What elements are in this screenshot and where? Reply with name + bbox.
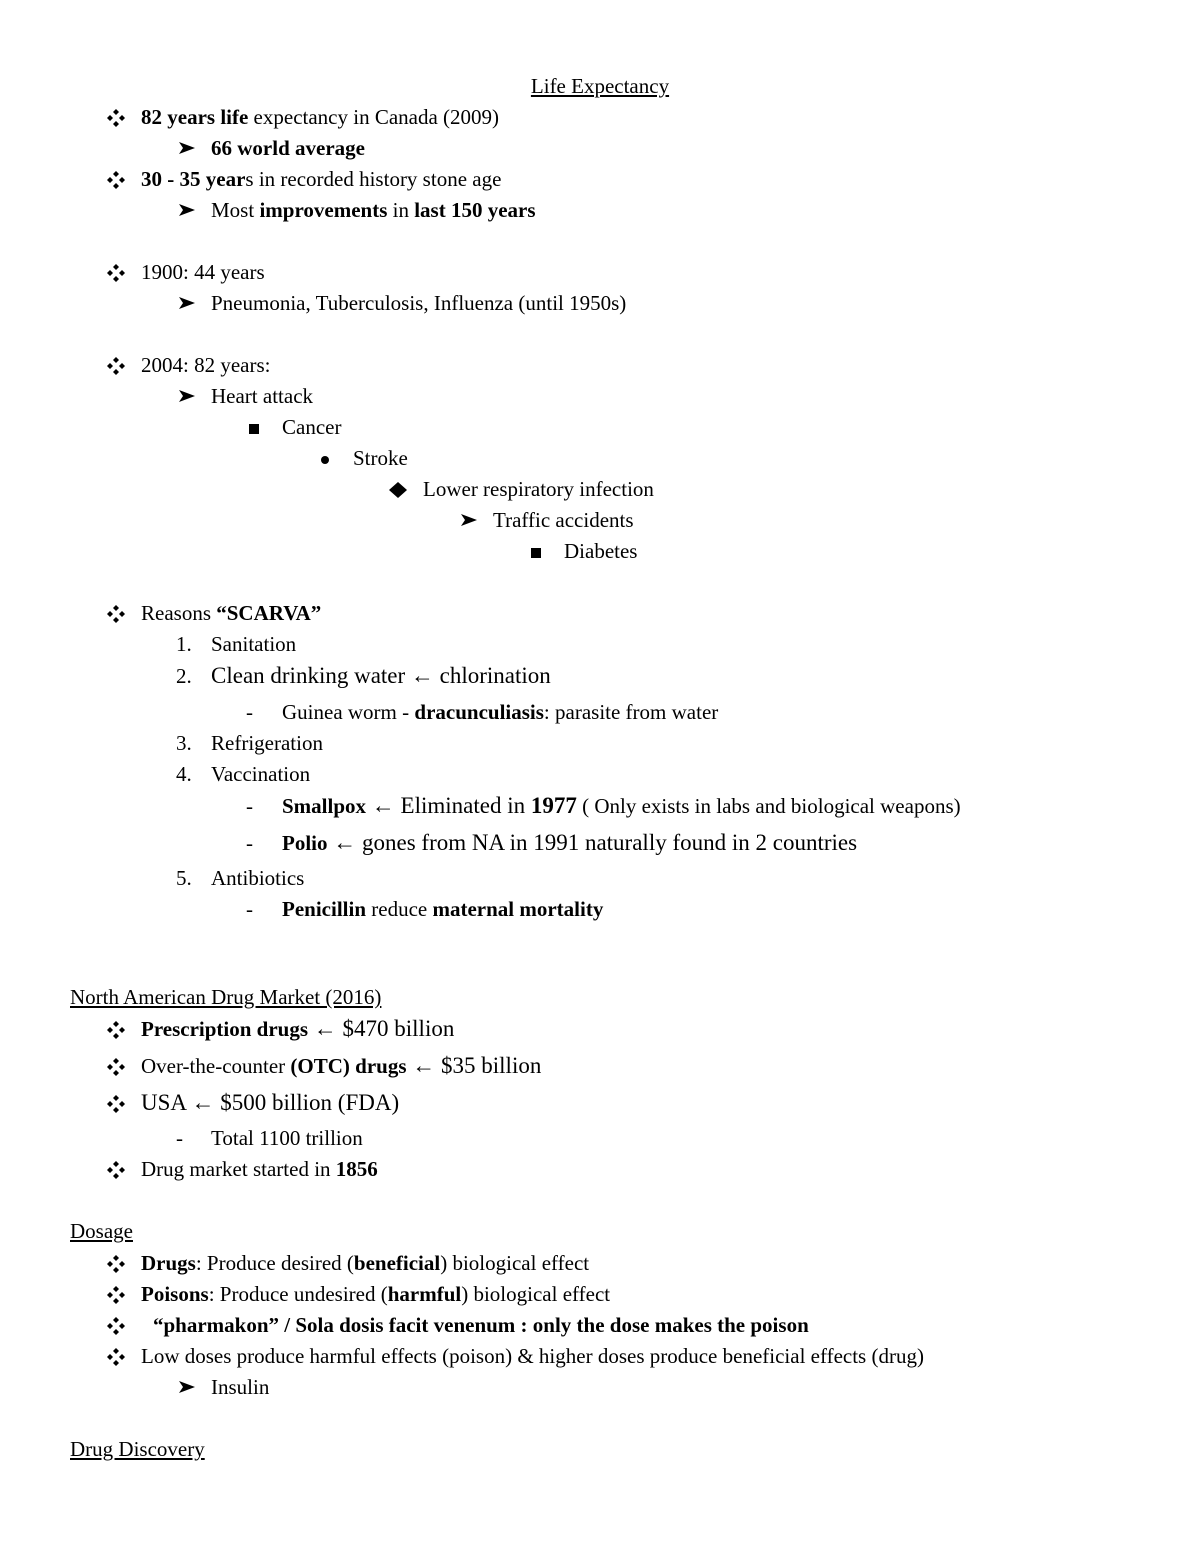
diamond-bullet-icon (106, 1057, 126, 1077)
text: s in recorded history stone age (245, 167, 502, 191)
text: Low doses produce harmful effects (poison) & higher doses produce beneficial effects (drug) (141, 1344, 924, 1368)
section-heading: Dosage (70, 1219, 133, 1243)
dash-marker: - (246, 831, 253, 855)
arrowhead-bullet-icon (178, 296, 196, 310)
text-bold: last 150 years (414, 198, 536, 222)
dash-marker: - (246, 700, 253, 724)
list-number: 4. (176, 762, 192, 786)
text: Cancer (282, 415, 342, 439)
text: Lower respiratory infection (423, 477, 654, 501)
text: : Produce undesired ( (208, 1282, 388, 1306)
text-bold: “pharmakon” / Sola dosis facit venenum : only the dose makes the poison (153, 1313, 809, 1337)
diamond-bullet-icon (106, 263, 126, 283)
dash-marker: - (246, 794, 253, 818)
diamond-bullet-icon (106, 170, 126, 190)
diamond-bullet-icon (106, 604, 126, 624)
text-bold: Poisons (141, 1282, 209, 1306)
diamond-bullet-icon (106, 1254, 126, 1274)
text-bold: dracunculiasis (414, 700, 544, 724)
text: reduce (366, 897, 433, 921)
diamond-bullet-icon (106, 356, 126, 376)
text: ) biological effect (461, 1282, 611, 1306)
text: Reasons (141, 601, 217, 625)
text: Sanitation (211, 632, 297, 656)
text-bold: 30 - 35 year (141, 167, 246, 191)
solid-diamond-bullet-icon (388, 481, 408, 499)
square-bullet-icon (530, 547, 542, 559)
text-bold: Smallpox (282, 794, 367, 818)
text-bold: beneficial (353, 1251, 441, 1275)
list-number: 5. (176, 866, 192, 890)
text: Antibiotics (211, 866, 305, 890)
text-bold: harmful (387, 1282, 462, 1306)
text-bold: maternal mortality (432, 897, 604, 921)
text: : Produce desired ( (195, 1251, 354, 1275)
text: 2004: 82 years: (141, 353, 271, 377)
text: Heart attack (211, 384, 314, 408)
arrowhead-bullet-icon (178, 141, 196, 155)
text-bold: 82 years life (141, 105, 249, 129)
dash-marker: - (246, 897, 253, 921)
text-bold: Penicillin (282, 897, 366, 921)
list-number: 2. (176, 664, 192, 688)
text: ( Only exists in labs and biological weapons) (576, 794, 961, 818)
text-bold: 1856 (335, 1157, 378, 1181)
arrowhead-bullet-icon (178, 203, 196, 217)
diamond-bullet-icon (106, 1020, 126, 1040)
diamond-bullet-icon (106, 1347, 126, 1367)
text: Most (211, 198, 260, 222)
text-bold: “SCARVA” (216, 601, 322, 625)
text: ← gones from NA in 1991 naturally found in 2 countries (327, 830, 858, 855)
arrowhead-bullet-icon (178, 389, 196, 403)
text: Traffic accidents (493, 508, 634, 532)
text: expectancy in Canada (2009) (248, 105, 500, 129)
text: Total 1100 trillion (211, 1126, 363, 1150)
text: Guinea worm - (282, 700, 415, 724)
text: ← $35 billion (406, 1053, 542, 1078)
text-bold: 66 world average (211, 136, 365, 160)
section-heading: Drug Discovery (70, 1437, 205, 1461)
text: Vaccination (211, 762, 311, 786)
arrowhead-bullet-icon (178, 1380, 196, 1394)
diamond-bullet-icon (106, 1094, 126, 1114)
diamond-bullet-icon (106, 1160, 126, 1180)
section-heading: North American Drug Market (2016) (70, 985, 382, 1009)
list-number: 1. (176, 632, 192, 656)
arrowhead-bullet-icon (460, 513, 478, 527)
text-bold: improvements (259, 198, 388, 222)
dash-marker: - (176, 1126, 183, 1150)
text: ) biological effect (440, 1251, 590, 1275)
text-bold: 1977 (530, 793, 577, 818)
diamond-bullet-icon (106, 108, 126, 128)
text: Pneumonia, Tuberculosis, Influenza (until 1950s) (211, 291, 627, 315)
text: Over-the-counter (141, 1054, 291, 1078)
text-bold: Drugs (141, 1251, 196, 1275)
text: in (387, 198, 415, 222)
diamond-bullet-icon (106, 1285, 126, 1305)
text: Clean drinking water ← chlorination (211, 663, 551, 688)
text: Stroke (353, 446, 408, 470)
text: ← Eliminated in (366, 793, 531, 818)
text: Diabetes (564, 539, 638, 563)
text: : parasite from water (543, 700, 719, 724)
text: USA ← $500 billion (FDA) (141, 1090, 400, 1115)
text-bold: (OTC) drugs (290, 1054, 407, 1078)
list-number: 3. (176, 731, 192, 755)
text: ← $470 billion (308, 1016, 455, 1041)
text-bold: Prescription drugs (141, 1017, 309, 1041)
dot-bullet-icon (319, 454, 331, 466)
text-bold: Polio (282, 831, 328, 855)
page-title: Life Expectancy (530, 74, 670, 98)
text: 1900: 44 years (141, 260, 265, 284)
square-bullet-icon (248, 423, 260, 435)
text: Refrigeration (211, 731, 323, 755)
text: Drug market started in (141, 1157, 336, 1181)
diamond-bullet-icon (106, 1316, 126, 1336)
text: Insulin (211, 1375, 270, 1399)
